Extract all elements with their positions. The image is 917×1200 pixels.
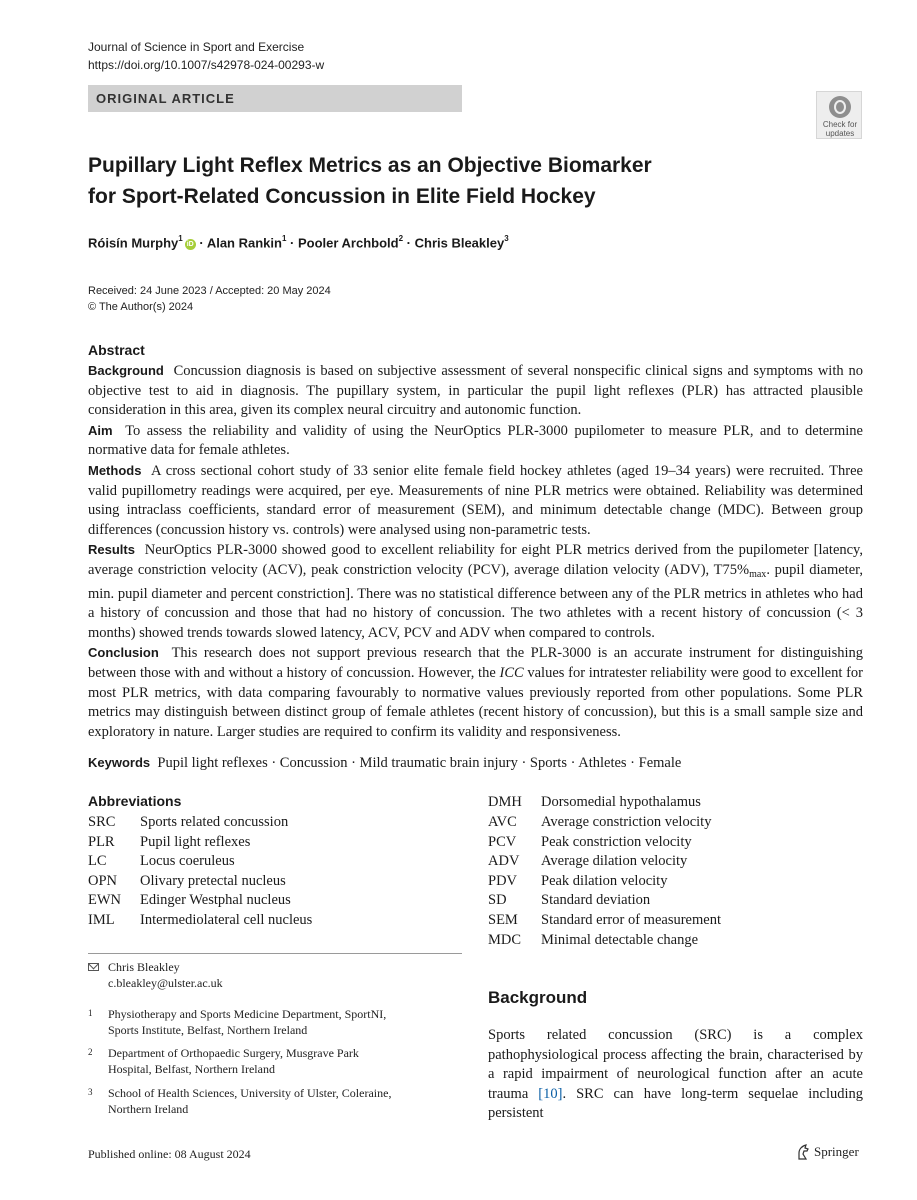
correspondence-email[interactable]: c.bleakley@ulster.ac.uk bbox=[108, 976, 223, 990]
abbr-desc: Standard deviation bbox=[541, 892, 651, 908]
citation-link[interactable]: [10] bbox=[538, 1085, 563, 1102]
abstract-text: values for intratester reliability were good to excellent for most PLR metrics, with data comparing favourably to normative values previously reported from other populations. Some PLR metrics may distinguish between distinct group of female athletes (recent history of concussion), but this is a small sample size and exploratory in nature. Larger studies are required to confirm its validity and responsiveness. bbox=[88, 664, 863, 740]
abstract-results bbox=[88, 540, 863, 643]
affiliation-line: Department of Orthopaedic Surgery, Musgrave Park bbox=[108, 1046, 359, 1060]
check-for-updates-badge[interactable] bbox=[816, 91, 862, 139]
abstract-text: A cross sectional cohort study of 33 senior elite female field hockey athletes (aged 19–34 years) were recruited. Three valid pupillometry readings were acquired, per eye. Measurements of nine PLR metrics were obtained. Reliability was determined using intraclass coefficients, standard error of measurement (SEM), and minimum detectable change (MDC). Between group differences (concussion history vs. controls) were analysed using non-parametric tests. bbox=[88, 462, 863, 538]
title-line-1: Pupillary Light Reflex Metrics as an Objective Biomarker bbox=[88, 154, 652, 177]
author-name[interactable]: Alan Rankin bbox=[206, 235, 282, 251]
abstract-body bbox=[88, 361, 863, 742]
affiliation-line: Hospital, Belfast, Northern Ireland bbox=[108, 1062, 275, 1076]
abstract-label: Background bbox=[88, 363, 164, 378]
article-title bbox=[88, 150, 808, 212]
abbr-code: PLR bbox=[88, 834, 115, 850]
article-type-label: ORIGINAL ARTICLE bbox=[96, 91, 235, 106]
keywords-label: Keywords bbox=[88, 755, 151, 770]
article-type-banner bbox=[88, 85, 462, 112]
abstract-text: NeurOptics PLR-3000 showed good to excellent reliability for eight PLR metrics derived from the pupilometer [latency, average constriction velocity (ACV), peak constriction velocity (PCV), average dilation velocity (ADV), T75% bbox=[88, 542, 863, 578]
abbr-code: LC bbox=[88, 853, 107, 869]
abbr-desc: Peak constriction velocity bbox=[541, 834, 692, 850]
abbr-code: IML bbox=[88, 912, 115, 928]
footnote-divider bbox=[88, 953, 462, 954]
copyright-notice: © The Author(s) 2024 bbox=[88, 301, 194, 313]
author-name[interactable]: Róisín Murphy bbox=[88, 235, 179, 251]
springer-horse-icon bbox=[796, 1144, 810, 1160]
affiliation-line: Sports Institute, Belfast, Northern Ireland bbox=[108, 1023, 308, 1037]
abbr-desc: Peak dilation velocity bbox=[541, 873, 668, 889]
abbr-code: SD bbox=[488, 892, 507, 908]
check-updates-line2: updates bbox=[825, 129, 855, 138]
abstract-text: . pupil diameter, min. pupil diameter and percent constriction]. There was no statistical difference between any of the PLR metrics in athletes who had a history of concussion and those that had no history of concussion. The two athletes with a recent history of concussion (< 3 months) showed trends towards slowed latency, ACV, PCV and ADV when compared to controls. bbox=[88, 561, 864, 641]
abbr-desc: Standard error of measurement bbox=[541, 912, 721, 928]
abbr-desc: Average dilation velocity bbox=[541, 853, 688, 869]
abstract-text: This research does not support previous research that the PLR-3000 is an accurate instrument for distinguishing between those with and without a history of concussion. However, the bbox=[88, 645, 863, 681]
subscript: max bbox=[749, 568, 767, 580]
keywords-text: Pupil light reflexes · Concussion · Mild traumatic brain injury · Sports · Athletes · Female bbox=[157, 755, 682, 771]
body-text: Sports related concussion (SRC) is a complex pathophysiological process affecting the brain, characterised by a rapid impairment of neurological function after an acute trauma bbox=[488, 1027, 863, 1102]
abbr-desc: Locus coeruleus bbox=[140, 853, 235, 869]
author-affiliation: 3 bbox=[504, 234, 509, 243]
check-updates-icon bbox=[829, 96, 851, 118]
abstract-text: To assess the reliability and validity of using the NeurOptics PLR-3000 pupilometer to measure PLR, and to determine normative data for female athletes. bbox=[88, 422, 863, 459]
keywords bbox=[88, 755, 681, 772]
abbr-desc: Average constriction velocity bbox=[541, 814, 712, 830]
publisher-name: Springer bbox=[814, 1144, 859, 1159]
abstract-methods bbox=[88, 461, 863, 540]
check-updates-line1: Check for bbox=[822, 120, 858, 129]
affiliation-number: 3 bbox=[88, 1087, 93, 1097]
abbr-desc: Intermediolateral cell nucleus bbox=[140, 912, 313, 928]
received-accepted-dates: Received: 24 June 2023 / Accepted: 20 May 2024 bbox=[88, 285, 331, 297]
author-affiliation: 1 bbox=[178, 234, 183, 243]
abbr-code: SEM bbox=[488, 912, 518, 928]
author-separator: · bbox=[286, 235, 298, 251]
envelope-icon bbox=[88, 963, 99, 971]
author-affiliation: 2 bbox=[398, 234, 404, 243]
abstract-heading: Abstract bbox=[88, 342, 145, 358]
author-affiliation: 1 bbox=[281, 234, 287, 243]
background-heading: Background bbox=[488, 988, 588, 1007]
abbr-desc: Edinger Westphal nucleus bbox=[140, 892, 291, 908]
orcid-icon[interactable]: iD bbox=[186, 241, 194, 249]
title-line-2: for Sport-Related Concussion in Elite Field Hockey bbox=[88, 185, 596, 208]
affiliation-number: 1 bbox=[88, 1008, 93, 1018]
abbr-code: DMH bbox=[488, 794, 522, 810]
correspondence-name: Chris Bleakley bbox=[108, 960, 180, 974]
journal-name: Journal of Science in Sport and Exercise bbox=[88, 40, 305, 54]
background-paragraph bbox=[488, 1026, 863, 1124]
abbr-desc: Olivary pretectal nucleus bbox=[140, 873, 286, 889]
abbr-code: ADV bbox=[488, 853, 520, 869]
abstract-label: Methods bbox=[88, 462, 142, 478]
abbr-desc: Pupil light reflexes bbox=[140, 834, 251, 850]
abbreviations-heading: Abbreviations bbox=[88, 793, 182, 809]
abbr-desc: Dorsomedial hypothalamus bbox=[541, 794, 701, 810]
author-separator: · bbox=[195, 235, 207, 251]
abbr-code: MDC bbox=[488, 932, 522, 948]
abstract-label: Conclusion bbox=[88, 645, 159, 661]
abstract-aim bbox=[88, 421, 863, 461]
abbr-code: EWN bbox=[88, 892, 122, 908]
body-text: . SRC can have long-term sequelae including persistent bbox=[488, 1085, 864, 1122]
abbr-code: PCV bbox=[488, 834, 517, 850]
abbr-code: AVC bbox=[488, 814, 517, 830]
abstract-conclusion bbox=[88, 643, 863, 742]
author-separator: · bbox=[403, 235, 415, 251]
abstract-label: Results bbox=[88, 542, 135, 558]
abstract-label: Aim bbox=[88, 422, 113, 438]
affiliation-number: 2 bbox=[88, 1047, 93, 1057]
abbr-code: PDV bbox=[488, 873, 518, 889]
abbr-desc: Minimal detectable change bbox=[541, 932, 699, 948]
abstract-italic: ICC bbox=[499, 664, 524, 681]
affiliation-line: Northern Ireland bbox=[108, 1102, 189, 1116]
affiliation-line: School of Health Sciences, University of Ulster, Coleraine, bbox=[108, 1086, 392, 1100]
author-list bbox=[88, 235, 509, 250]
abstract-text: Concussion diagnosis is based on subjective assessment of several nonspecific clinical signs and symptoms with no objective test to aid in diagnosis. The pupillary system, in particular the pupil light reflexes (PLR) has attracted plausible consideration in this area, given its complex neural circuitry and autonomic function. bbox=[88, 363, 863, 419]
published-date: Published online: 08 August 2024 bbox=[88, 1147, 251, 1161]
author-name[interactable]: Pooler Archbold bbox=[297, 235, 399, 251]
publisher-logo bbox=[796, 1144, 859, 1160]
author-name[interactable]: Chris Bleakley bbox=[414, 235, 505, 251]
abbr-code: SRC bbox=[88, 814, 116, 830]
affiliation-line: Physiotherapy and Sports Medicine Department, SportNI, bbox=[108, 1007, 387, 1021]
abbr-desc: Sports related concussion bbox=[140, 814, 289, 830]
abbr-code: OPN bbox=[88, 873, 118, 889]
doi-link[interactable]: https://doi.org/10.1007/s42978-024-00293-w bbox=[88, 58, 325, 72]
abstract-background bbox=[88, 361, 863, 421]
